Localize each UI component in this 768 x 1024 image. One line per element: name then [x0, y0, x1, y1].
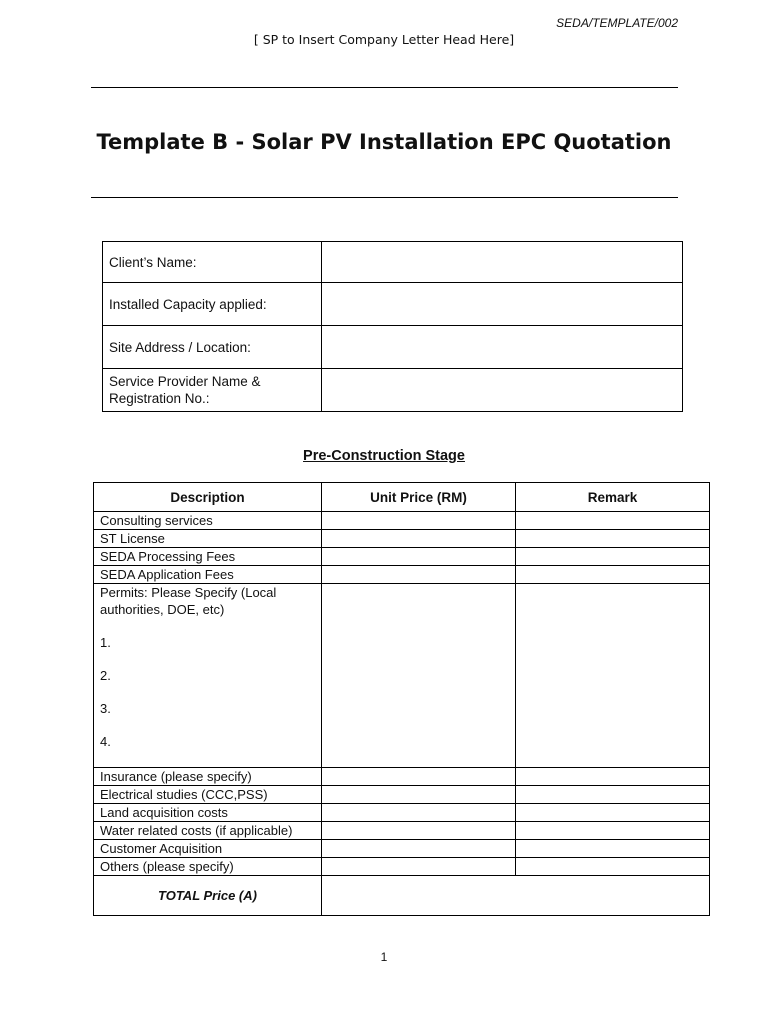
- unit-price-cell[interactable]: [322, 840, 516, 858]
- info-value-field[interactable]: [322, 326, 683, 369]
- remark-cell[interactable]: [516, 548, 710, 566]
- permit-number: 3.: [100, 701, 111, 716]
- table-row: [94, 768, 710, 786]
- unit-price-cell[interactable]: [322, 768, 516, 786]
- table-row: [94, 822, 710, 840]
- table-row: [94, 548, 710, 566]
- table-row: [94, 512, 710, 530]
- row-description: ST License: [94, 530, 322, 548]
- remark-cell[interactable]: [516, 566, 710, 584]
- page-title: Template B - Solar PV Installation EPC Quotation: [96, 130, 672, 154]
- remark-cell[interactable]: [516, 768, 710, 786]
- permits-row: [94, 584, 710, 768]
- client-info-table: [102, 241, 683, 412]
- remark-cell[interactable]: [516, 822, 710, 840]
- table-row: [94, 566, 710, 584]
- column-header-remark: Remark: [516, 483, 710, 512]
- info-label: Installed Capacity applied:: [103, 283, 322, 326]
- permits-label-line-1: Permits: Please Specify (Local: [100, 585, 277, 600]
- info-value-field[interactable]: [322, 242, 683, 283]
- remark-cell[interactable]: [516, 858, 710, 876]
- table-row: [94, 804, 710, 822]
- info-value-field[interactable]: [322, 369, 683, 412]
- row-description: SEDA Application Fees: [94, 566, 322, 584]
- row-description: Others (please specify): [94, 858, 322, 876]
- top-divider: [91, 87, 678, 88]
- info-label: Service Provider Name & Registration No.:: [103, 369, 322, 412]
- table-header-row: [94, 483, 710, 512]
- unit-price-cell[interactable]: [322, 548, 516, 566]
- permit-number: 4.: [100, 734, 111, 749]
- unit-price-cell[interactable]: [322, 804, 516, 822]
- unit-price-cell[interactable]: [322, 566, 516, 584]
- permit-number: 2.: [100, 668, 111, 683]
- unit-price-cell[interactable]: [322, 584, 516, 768]
- row-description: SEDA Processing Fees: [94, 548, 322, 566]
- row-description: Consulting services: [94, 512, 322, 530]
- title-divider: [91, 197, 678, 198]
- info-row-installed-capacity: [103, 283, 683, 326]
- permits-description: [94, 584, 322, 768]
- row-description: Electrical studies (CCC,PSS): [94, 786, 322, 804]
- row-description: Water related costs (if applicable): [94, 822, 322, 840]
- remark-cell[interactable]: [516, 530, 710, 548]
- remark-cell[interactable]: [516, 512, 710, 530]
- unit-price-cell[interactable]: [322, 786, 516, 804]
- total-row: [94, 876, 710, 916]
- info-row-client-name: [103, 242, 683, 283]
- table-row: [94, 786, 710, 804]
- remark-cell[interactable]: [516, 786, 710, 804]
- unit-price-cell[interactable]: [322, 858, 516, 876]
- column-header-unit-price: Unit Price (RM): [322, 483, 516, 512]
- info-row-site-address: [103, 326, 683, 369]
- letterhead-placeholder: [ SP to Insert Company Letter Head Here]: [253, 32, 515, 47]
- unit-price-cell[interactable]: [322, 530, 516, 548]
- remark-cell[interactable]: [516, 584, 710, 768]
- row-description: Customer Acquisition: [94, 840, 322, 858]
- remark-cell[interactable]: [516, 804, 710, 822]
- info-label: Site Address / Location:: [103, 326, 322, 369]
- row-description: Land acquisition costs: [94, 804, 322, 822]
- unit-price-cell[interactable]: [322, 512, 516, 530]
- table-row: [94, 858, 710, 876]
- column-header-description: Description: [94, 483, 322, 512]
- unit-price-cell[interactable]: [322, 822, 516, 840]
- info-label: Client’s Name:: [103, 242, 322, 283]
- document-code: SEDA/TEMPLATE/002: [556, 16, 678, 30]
- table-row: [94, 530, 710, 548]
- info-value-field[interactable]: [322, 283, 683, 326]
- row-description: Insurance (please specify): [94, 768, 322, 786]
- table-row: [94, 840, 710, 858]
- pre-construction-cost-table: [93, 482, 710, 916]
- total-price-label: TOTAL Price (A): [94, 876, 322, 916]
- permits-label-line-2: authorities, DOE, etc): [100, 602, 225, 617]
- permit-number: 1.: [100, 635, 111, 650]
- page-number: 1: [380, 950, 388, 964]
- section-heading: Pre-Construction Stage: [303, 448, 465, 464]
- total-price-field[interactable]: [322, 876, 710, 916]
- remark-cell[interactable]: [516, 840, 710, 858]
- info-row-service-provider: [103, 369, 683, 412]
